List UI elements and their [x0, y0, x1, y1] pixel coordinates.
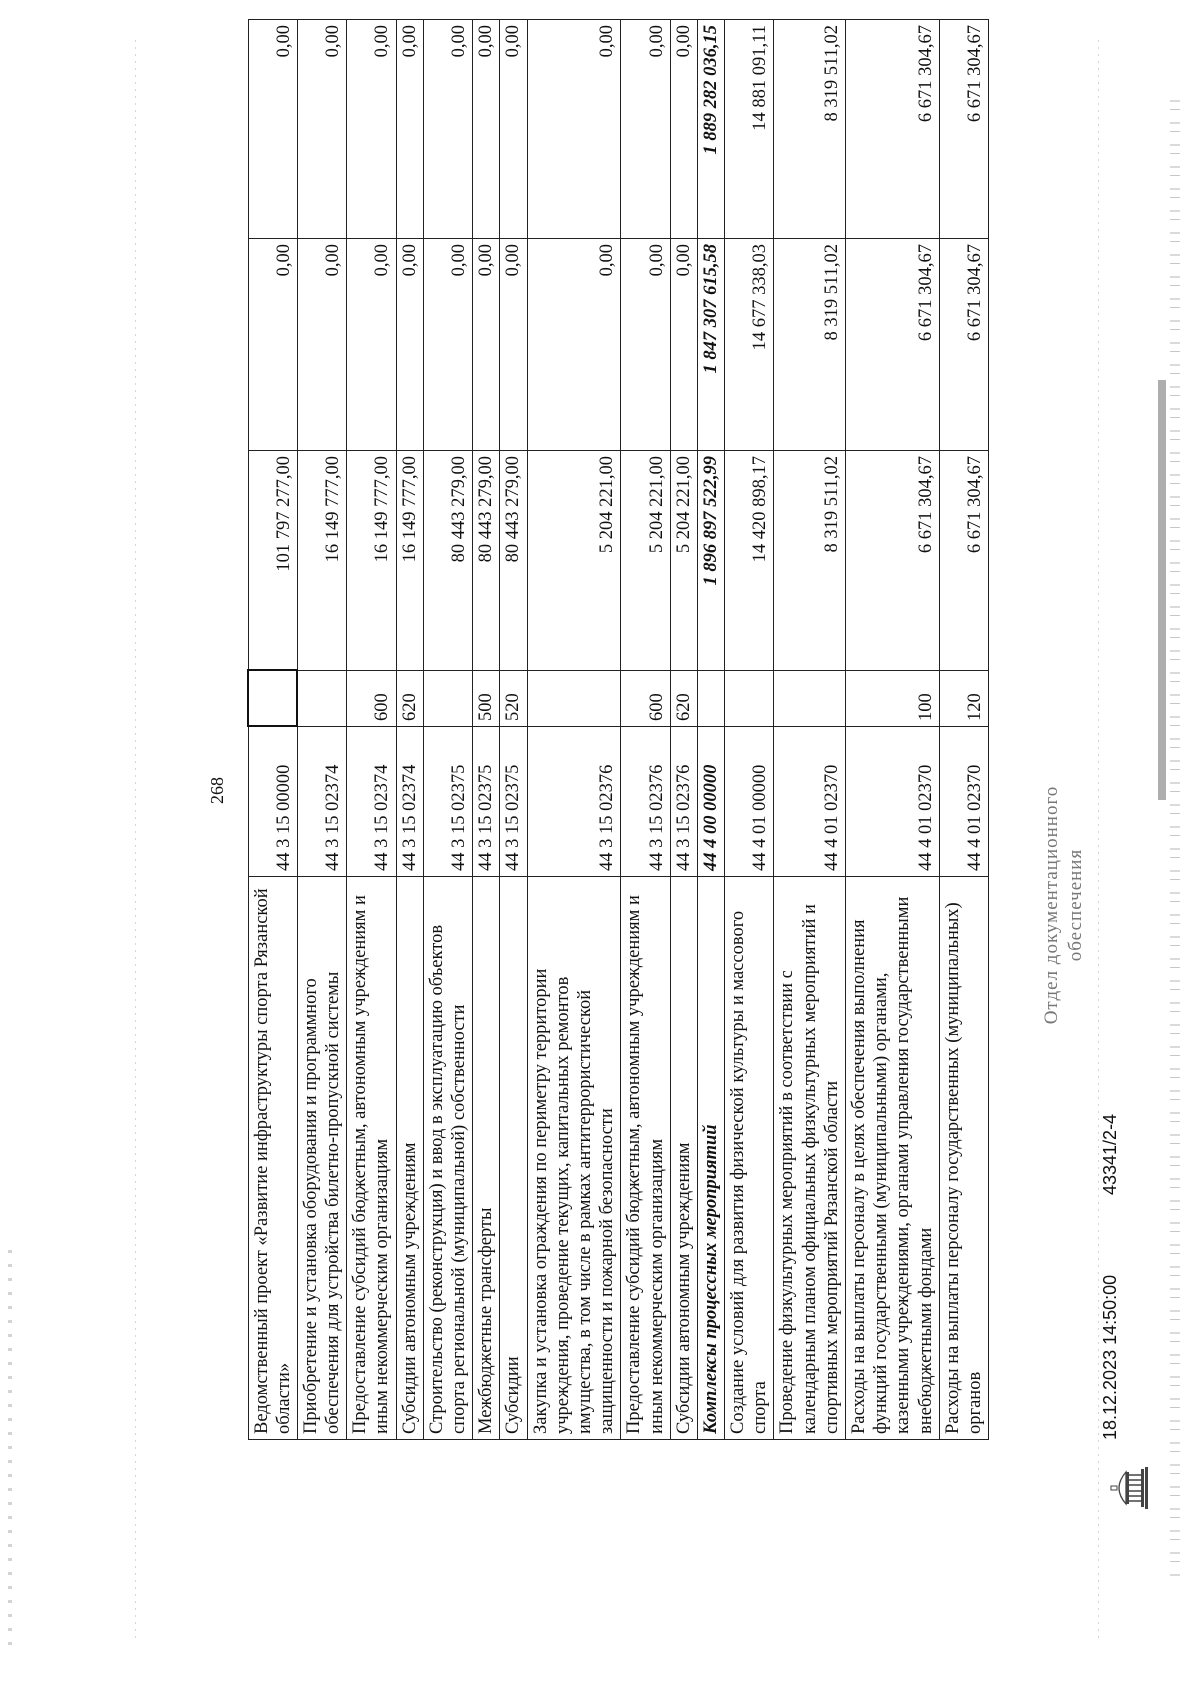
- row-value-2-cell: 0,00: [248, 239, 297, 451]
- row-name-cell: Предоставление субсидий бюджетным, автономным учреждениям и иным некоммерческим организациям: [621, 877, 670, 1440]
- row-code-cell: 44 3 15 02376: [670, 727, 697, 877]
- table-row: [697, 20, 724, 1440]
- row-value-3-cell: 14 881 091,11: [725, 20, 774, 239]
- row-value-1-cell: 101 797 277,00: [248, 451, 297, 671]
- row-value-3-cell: 0,00: [527, 20, 621, 239]
- row-value-1-cell: 80 443 279,00: [423, 451, 472, 671]
- row-value-2-cell: 0,00: [621, 239, 670, 451]
- row-name-cell: Субсидии: [500, 877, 527, 1440]
- row-value-1-cell: 80 443 279,00: [473, 451, 500, 671]
- row-value-3-cell: 0,00: [621, 20, 670, 239]
- row-name-cell: Строительство (реконструкция) и ввод в эксплуатацию объектов спорта региональной (муниципальной) собственности: [423, 877, 472, 1440]
- row-value-2-cell: 0,00: [473, 239, 500, 451]
- footer-date: 18.12.2023 14:50:00: [1100, 1274, 1120, 1440]
- row-value-1-cell: 5 204 221,00: [621, 451, 670, 671]
- department-stamp: [1040, 780, 1088, 1030]
- table-row: [774, 20, 846, 1440]
- row-expense-type-cell: 600: [621, 671, 670, 727]
- row-expense-type-cell: [423, 671, 472, 727]
- row-value-1-cell: 5 204 221,00: [527, 451, 621, 671]
- row-expense-type-cell: 120: [939, 671, 988, 727]
- row-code-cell: 44 3 15 02375: [500, 727, 527, 877]
- row-code-cell: 44 4 01 02370: [939, 727, 988, 877]
- row-value-3-cell: 0,00: [396, 20, 423, 239]
- footer-document-number: 43341/2-4: [1100, 1113, 1120, 1195]
- table-row: [248, 20, 297, 1440]
- row-value-2-cell: 1 847 307 615,58: [697, 239, 724, 451]
- row-code-cell: 44 3 15 00000: [248, 727, 297, 877]
- row-code-cell: 44 3 15 02376: [527, 727, 621, 877]
- table-row: [473, 20, 500, 1440]
- row-expense-type-cell: 520: [500, 671, 527, 727]
- row-value-1-cell: 1 896 897 522,99: [697, 451, 724, 671]
- row-value-2-cell: 0,00: [423, 239, 472, 451]
- row-value-2-cell: 0,00: [670, 239, 697, 451]
- scan-edge-noise: [1170, 100, 1180, 1580]
- row-value-1-cell: 8 319 511,02: [774, 451, 846, 671]
- row-code-cell: 44 4 01 02370: [774, 727, 846, 877]
- row-code-cell: 44 3 15 02374: [347, 727, 396, 877]
- row-value-2-cell: 0,00: [527, 239, 621, 451]
- row-code-cell: 44 3 15 02374: [396, 727, 423, 877]
- row-name-cell: Ведомственный проект «Развитие инфраструктуры спорта Рязанской области»: [248, 877, 297, 1440]
- row-name-cell: Расходы на выплаты персоналу государственных (муниципальных) органов: [939, 877, 988, 1440]
- table-row: [500, 20, 527, 1440]
- budget-table-body: [248, 20, 989, 1440]
- row-value-2-cell: 6 671 304,67: [846, 239, 940, 451]
- row-code-cell: 44 3 15 02376: [621, 727, 670, 877]
- row-code-cell: 44 3 15 02375: [423, 727, 472, 877]
- row-expense-type-cell: [774, 671, 846, 727]
- row-name-cell: Закупка и установка ограждения по периметру территории учреждения, проведение текущих, капитальных ремонтов имущества, в том числе в рамках антитеррористической защищенности и пожарной безопасности: [527, 877, 621, 1440]
- row-value-2-cell: 0,00: [297, 239, 346, 451]
- row-expense-type-cell: [725, 671, 774, 727]
- table-row: [297, 20, 346, 1440]
- row-value-2-cell: 0,00: [396, 239, 423, 451]
- table-row: [846, 20, 940, 1440]
- row-name-cell: Проведение физкультурных мероприятий в соответствии с календарным планом официальных физкультурных мероприятий и спортивных мероприятий Рязанской области: [774, 877, 846, 1440]
- row-name-cell: Расходы на выплаты персоналу в целях обеспечения выполнения функций государственными (муниципальными) органами, казенными учреждениями, органами управления государственными внебюджетными фондами: [846, 877, 940, 1440]
- row-code-cell: 44 3 15 02375: [473, 727, 500, 877]
- row-value-3-cell: 0,00: [670, 20, 697, 239]
- table-row: [396, 20, 423, 1440]
- row-expense-type-cell: [697, 671, 724, 727]
- row-value-3-cell: 0,00: [500, 20, 527, 239]
- row-value-3-cell: 6 671 304,67: [939, 20, 988, 239]
- row-value-3-cell: 0,00: [297, 20, 346, 239]
- row-name-cell: Предоставление субсидий бюджетным, автономным учреждениям и иным некоммерческим организациям: [347, 877, 396, 1440]
- table-row: [347, 20, 396, 1440]
- scan-edge-shadow: [1158, 380, 1166, 800]
- row-expense-type-cell: 100: [846, 671, 940, 727]
- row-name-cell: Комплексы процессных мероприятий: [697, 877, 724, 1440]
- row-code-cell: 44 4 01 00000: [725, 727, 774, 877]
- row-expense-type-cell: 500: [473, 671, 500, 727]
- row-value-3-cell: 8 319 511,02: [774, 20, 846, 239]
- row-value-3-cell: 0,00: [473, 20, 500, 239]
- row-name-cell: Субсидии автономным учреждениям: [396, 877, 423, 1440]
- row-value-3-cell: 0,00: [347, 20, 396, 239]
- table-row: [725, 20, 774, 1440]
- stamp-line-1: Отдел документационного: [1041, 785, 1062, 1025]
- row-value-2-cell: 6 671 304,67: [939, 239, 988, 451]
- row-expense-type-cell: 620: [396, 671, 423, 727]
- row-value-2-cell: 8 319 511,02: [774, 239, 846, 451]
- stamp-line-2: обеспечения: [1064, 848, 1086, 962]
- row-value-1-cell: 80 443 279,00: [500, 451, 527, 671]
- scan-edge-noise-left: [8, 1250, 12, 1650]
- row-expense-type-cell: [527, 671, 621, 727]
- row-name-cell: Субсидии автономным учреждениям: [670, 877, 697, 1440]
- budget-table: [247, 19, 989, 1440]
- row-expense-type-cell: [297, 671, 346, 727]
- row-code-cell: 44 4 00 00000: [697, 727, 724, 877]
- row-name-cell: Приобретение и установка оборудования и программного обеспечения для устройства билетно-пропускной системы: [297, 877, 346, 1440]
- row-expense-type-cell: 600: [347, 671, 396, 727]
- row-expense-type-cell: [248, 671, 297, 727]
- row-value-3-cell: 0,00: [248, 20, 297, 239]
- table-row: [423, 20, 472, 1440]
- row-value-1-cell: 5 204 221,00: [670, 451, 697, 671]
- row-code-cell: 44 4 01 02370: [846, 727, 940, 877]
- row-value-2-cell: 14 677 338,03: [725, 239, 774, 451]
- row-value-1-cell: 14 420 898,17: [725, 451, 774, 671]
- row-value-1-cell: 16 149 777,00: [396, 451, 423, 671]
- row-value-1-cell: 6 671 304,67: [939, 451, 988, 671]
- row-value-1-cell: 6 671 304,67: [846, 451, 940, 671]
- table-row: [939, 20, 988, 1440]
- row-code-cell: 44 3 15 02374: [297, 727, 346, 877]
- row-value-1-cell: 16 149 777,00: [347, 451, 396, 671]
- row-value-2-cell: 0,00: [347, 239, 396, 451]
- duma-building-icon: [1110, 1466, 1150, 1510]
- row-value-3-cell: 1 889 282 036,15: [697, 20, 724, 239]
- row-value-3-cell: 6 671 304,67: [846, 20, 940, 239]
- row-expense-type-cell: 620: [670, 671, 697, 727]
- row-value-3-cell: 0,00: [423, 20, 472, 239]
- row-name-cell: Создание условий для развития физической культуры и массового спорта: [725, 877, 774, 1440]
- page-number: 268: [207, 777, 227, 804]
- table-row: [670, 20, 697, 1440]
- row-value-1-cell: 16 149 777,00: [297, 451, 346, 671]
- rotated-content: [135, 0, 1155, 1590]
- row-name-cell: Межбюджетные трансферты: [473, 877, 500, 1440]
- row-value-2-cell: 0,00: [500, 239, 527, 451]
- table-row: [621, 20, 670, 1440]
- table-row: [527, 20, 621, 1440]
